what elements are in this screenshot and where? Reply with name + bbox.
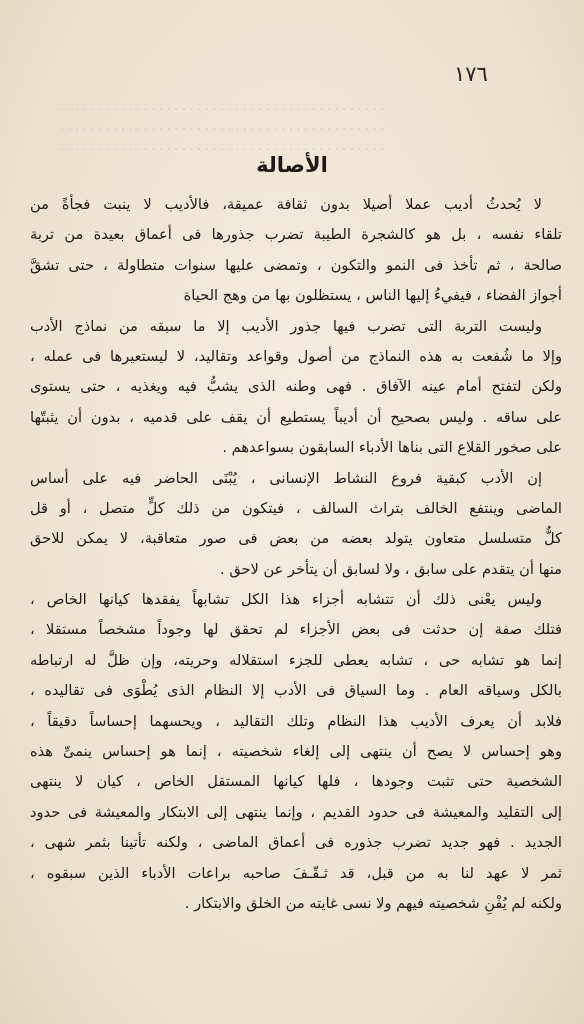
text-line: منها أن يتقدم على سابق ، ولا لسابق أن يتأخر عن لاحق . — [220, 560, 562, 578]
text-line: لا يُحدثُ أديب عملا أصيلا بدون ثقافة عميقة، فالأديب لا ينبت فجأةً من — [30, 196, 542, 213]
text-line: أجواز الفضاء ، فيفيءُ إليها الناس ، يستظلون بها من وهج الحياة — [183, 287, 562, 305]
text-line: كلٌّ متسلسل متعاون يتولد بعضه من بعض فى صور متعاقبة، لا يمكن للاحق — [30, 530, 562, 548]
text-line: على صخور القلاع التى بناها الأدباء السابقون بسواعدهم . — [222, 439, 562, 457]
body-text — [30, 190, 562, 919]
text-line: وليس يعْنى ذلك أن تتشابه أجزاء هذا الكل تشابهاً يفقدها كيانها الخاص ، — [30, 591, 542, 609]
text-line: فلابد أن يعرف الأديب هذا النظام وتلك التقاليد ، ويحسهما إحساساً دقيقاً ، — [30, 712, 562, 730]
text-line: على ساقه . وليس بصحيح أن أديباً يستطيع أن يقف على قدميه ، بدون أن يثبتّها — [30, 408, 562, 426]
text-line: بالكل وسياقه العام . وما السياق فى الأدب إلا النظام الذى يُطْوَى فى تقاليده ، — [30, 682, 562, 700]
text-line: إنما هو تشابه حى ، تشابه يعطى للجزء استقلاله وحريته، وإن ظلَّ له ارتباطه — [30, 651, 562, 669]
text-line: الماضى وينتفع الخالف بتراث السالف ، فيتكون من ذلك كلٍّ متصل ، أو قل — [30, 499, 562, 517]
text-line: ولكن لتفتح أمام عينه الآفاق . فهى وطنه الذى يشبُّ فيه ويغذيه ، حتى يستوى — [30, 378, 562, 396]
text-line: الجديد . فهو جديد تضرب جذوره فى أعماق الماضى ، ولكنه تأتينا بثمر شهى ، — [30, 834, 562, 852]
text-line: إن الأدب كبقية فروع النشاط الإنسانى ، يُبْنَى الحاضر فيه على أساس — [30, 469, 542, 487]
text-line: إلى التقليد والمعيشة فى حدود القديم ، وإنما ينتهى إلى الابتكار والمعيشة فى حدود — [30, 803, 562, 821]
text-line: فتلك صفة إن حدثت فى بعض الأجزاء لم تحقق لها وجوداً مشخصاً مستقلا ، — [30, 621, 562, 639]
section-title: الأصالة — [256, 153, 328, 177]
text-line: ثمر لا عهد لنا به من قبل، قد ثـقّـفَ صاحبه براعات الأدباء الذين سبقوه ، — [30, 864, 562, 882]
text-line: صالحة ، ثم تأخذ فى النمو والتكون ، وتمضى عليها سنوات متطاولة ، حتى تشقَّ — [30, 256, 562, 274]
text-line: وليست التربة التى تضرب فيها جذور الأديب إلا ما سبقه من نماذج الأدب — [30, 317, 542, 335]
text-line: تلقاء نفسه ، بل هو كالشجرة الطيبة تضرب جذورها فى أعماق بعيدة من تربة — [30, 226, 562, 244]
text-line: الشخصية حتى تثبت وجودها ، فلها كيانها المستقل الخاص ، كيان لا ينتهى — [30, 773, 562, 791]
text-line: وإلا ما شُفعت به هذه النماذج من أصول وقواعد وتقاليد، لا ليستعيرها فى عمله ، — [30, 347, 562, 365]
bleed-through-text: . . . . . . . . . . . . . . . . . . . . . . . . . . . . . . . . . . . . . . . . . . . . . . . . . . . . . . . . . . . . . . . . . . . . . . . . . . . . . . . . . . . . . . . . . . . . . . . . . . . . . . . . . . . . . . . . . . . . . . . . . . . . . . . . . — [60, 99, 385, 153]
text-line: ولكنه لم يُفْنِ شخصيته فيهم ولا نسى غايته من الخلق والابتكار . — [184, 894, 562, 912]
page-number: ١٧٦ — [454, 62, 488, 86]
text-line: وهو إحساس لا يصح أن ينتهى إلى إلغاء شخصيته ، إنما هو إحساس ينمىِّ هذه — [30, 743, 562, 761]
